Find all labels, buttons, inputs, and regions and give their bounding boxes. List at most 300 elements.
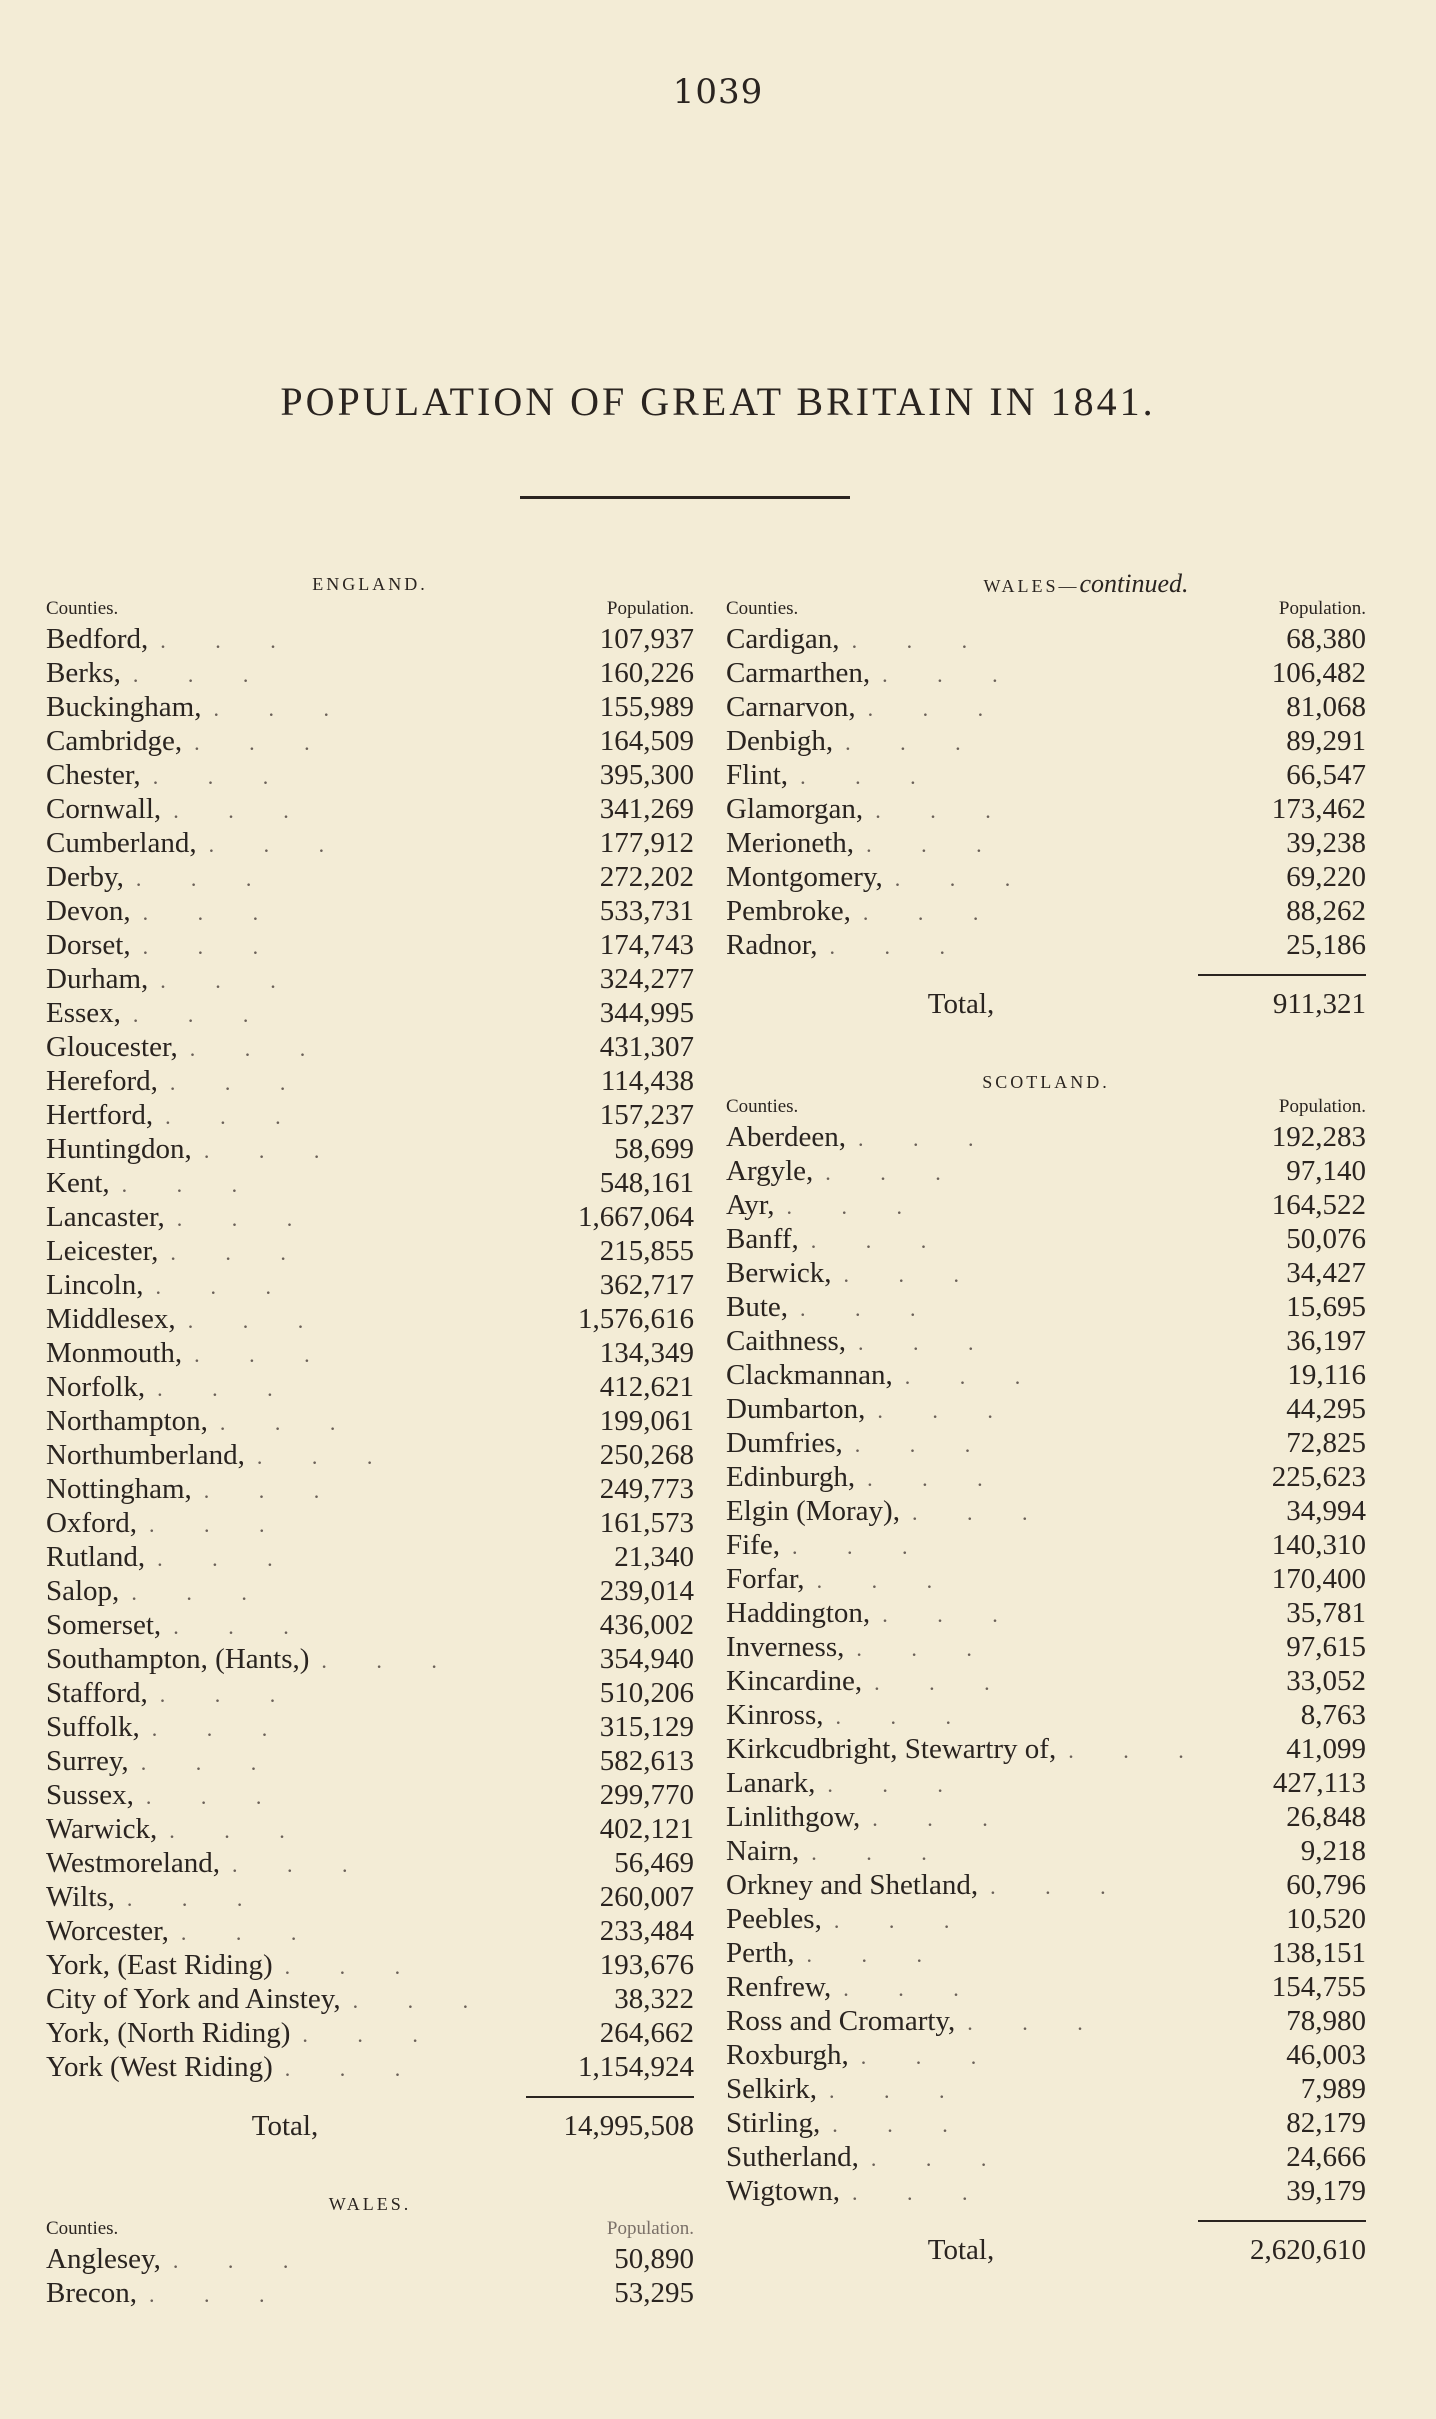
county-name: Somerset, [46,1609,162,1641]
dot-leader: . . . [904,1364,1043,1389]
dot-leader: . . . [256,1444,395,1469]
population-value: 324,277 [599,963,694,995]
dot-leader: . . . [145,1784,284,1809]
dot-leader: . . . [321,1648,459,1673]
wales-sum-rule [1198,974,1366,976]
population-value: 215,855 [599,1235,694,1267]
table-row [726,792,1366,826]
county-name: Northampton, [46,1405,208,1437]
table-row [726,758,1366,792]
table-row [46,1608,694,1642]
county-name: Argyle, [726,1155,814,1187]
county-name: Southampton, (Hants,) [46,1643,310,1675]
table-row [726,622,1366,656]
total-value: 2,620,610 [1250,2234,1366,2266]
population-value: 250,268 [599,1439,694,1471]
table-row [46,1574,694,1608]
population-value: 60,796 [1286,1869,1366,1901]
dot-leader: . . . [810,1228,949,1253]
population-value: 34,427 [1286,1257,1366,1289]
population-value: 68,380 [1286,623,1366,655]
dot-leader: . . . [894,866,1033,891]
population-value: 344,995 [599,997,694,1029]
scotland-total-row [726,2228,1366,2272]
county-name: Rutland, [46,1541,146,1573]
population-value: 1,154,924 [578,2051,694,2083]
table-row [46,1642,694,1676]
table-row [726,1596,1366,1630]
population-value: 25,186 [1286,929,1366,961]
county-name: Monmouth, [46,1337,183,1369]
population-header: Population. [606,598,694,619]
total-label: Total, [927,2234,995,2266]
county-name: Bedford, [46,623,149,655]
dot-leader: . . . [172,2248,311,2273]
county-name: Cambridge, [46,725,183,757]
county-name: York, (East Riding) [46,1949,273,1981]
dot-leader: . . . [843,1262,981,1287]
county-name: Nairn, [726,1835,800,1867]
total-label: Total, [927,988,995,1020]
dot-leader: . . . [875,798,1013,823]
table-row [46,1064,694,1098]
england-sum-rule [526,2096,694,2098]
population-header: Population. [606,2218,694,2239]
county-name: Glamorgan, [726,793,864,825]
county-name: Chester, [46,759,141,791]
dot-leader: . . . [176,1206,315,1231]
table-row [46,2016,694,2050]
county-name: Elgin (Moray), [726,1495,900,1527]
population-value: 58,699 [614,1133,694,1165]
dot-leader: . . . [845,730,983,755]
population-value: 164,509 [599,725,694,757]
county-name: Lancaster, [46,1201,165,1233]
dot-leader: . . . [155,1274,293,1299]
county-name: Carmarthen, [726,657,871,689]
population-value: 154,755 [1271,1971,1366,2003]
county-name: Merioneth, [726,827,855,859]
population-value: 412,621 [599,1371,694,1403]
population-value: 46,003 [1286,2039,1366,2071]
county-name: Stafford, [46,1677,148,1709]
county-name: Sussex, [46,1779,134,1811]
table-row [46,1472,694,1506]
county-name: Perth, [726,1937,795,1969]
table-row [726,1188,1366,1222]
county-name: York (West Riding) [46,2051,273,2083]
table-row [726,1528,1366,1562]
table-row [726,1732,1366,1766]
dot-leader: . . . [829,2078,967,2103]
county-name: Northumberland, [46,1439,245,1471]
table-row [726,826,1366,860]
dot-leader: . . . [816,1568,955,1593]
county-name: Peebles, [726,1903,822,1935]
dot-leader: . . . [851,628,990,653]
page-title: POPULATION OF GREAT BRITAIN IN 1841. [280,379,1156,424]
table-row [726,690,1366,724]
dot-leader: . . . [862,900,1001,925]
table-row [726,1256,1366,1290]
dot-leader: . . . [149,2282,287,2307]
population-value: 427,113 [1272,1767,1366,1799]
population-value: 239,014 [599,1575,694,1607]
population-value: 134,349 [599,1337,694,1369]
population-value: 26,848 [1286,1801,1366,1833]
county-name: Radnor, [726,929,818,961]
table-row [46,1506,694,1540]
population-value: 533,731 [599,895,694,927]
population-value: 174,743 [599,929,694,961]
county-name: Forfar, [726,1563,805,1595]
population-value: 161,573 [599,1507,694,1539]
england-total-row [46,2104,694,2148]
county-name: Devon, [46,895,131,927]
dot-leader: . . . [811,1840,949,1865]
population-value: 21,340 [614,1541,694,1573]
dot-leader: . . . [857,1126,996,1151]
county-name: Montgomery, [726,861,883,893]
wales-column-header [46,2216,694,2242]
county-name: Lanark, [726,1767,816,1799]
population-value: 35,781 [1286,1597,1366,1629]
county-name: Hereford, [46,1065,158,1097]
population-value: 56,469 [614,1847,694,1879]
table-row [46,1268,694,1302]
dot-leader: . . . [835,1704,973,1729]
table-row [46,656,694,690]
population-value: 395,300 [599,759,694,791]
dot-leader: . . . [866,832,1004,857]
dot-leader: . . . [832,2112,970,2137]
population-value: 107,937 [599,623,694,655]
continued-italic: continued. [1079,569,1189,598]
county-name: Ayr, [726,1189,775,1221]
dot-leader: . . . [169,1818,307,1843]
county-name: Anglesey, [46,2243,161,2275]
wales-continued-table [726,622,1366,962]
dot-leader: . . . [149,1512,287,1537]
table-row [46,1302,694,1336]
dot-leader: . . . [152,764,291,789]
county-name: Wilts, [46,1881,115,1913]
county-name: Warwick, [46,1813,158,1845]
table-row [726,1630,1366,1664]
population-value: 170,400 [1271,1563,1366,1595]
dot-leader: . . . [140,1750,279,1775]
county-name: Linlithgow, [726,1801,861,1833]
dot-leader: . . . [302,2022,440,2047]
population-value: 50,076 [1286,1223,1366,1255]
left-column [46,572,694,2310]
wales-continued-label: WALES— [983,576,1080,596]
population-value: 140,310 [1271,1529,1366,1561]
population-value: 160,226 [599,657,694,689]
table-row [726,1222,1366,1256]
dot-leader: . . . [856,1636,994,1661]
population-value: 362,717 [599,1269,694,1301]
wales-heading: WALES. [328,2194,412,2214]
county-name: Hertford, [46,1099,154,1131]
county-name: Berwick, [726,1257,832,1289]
population-value: 82,179 [1286,2107,1366,2139]
table-row [46,1778,694,1812]
table-row [46,690,694,724]
dot-leader: . . . [213,696,351,721]
counties-header: Counties. [46,2218,119,2239]
population-header: Population. [1278,1096,1366,1117]
dot-leader: . . . [194,730,332,755]
county-name: Kirkcudbright, Stewartry of, [726,1733,1057,1765]
dot-leader: . . . [203,1138,342,1163]
table-row [46,2242,694,2276]
county-name: Cardigan, [726,623,840,655]
dot-leader: . . . [867,696,1006,721]
county-name: Leicester, [46,1235,159,1267]
dot-leader: . . . [165,1104,303,1129]
table-row [46,894,694,928]
table-row [726,860,1366,894]
table-row [46,860,694,894]
population-value: 233,484 [599,1915,694,1947]
population-value: 81,068 [1286,691,1366,723]
dot-leader: . . . [872,1806,1010,1831]
dot-leader: . . . [142,900,281,925]
dot-leader: . . . [208,832,347,857]
county-name: Huntingdon, [46,1133,192,1165]
population-value: 173,462 [1271,793,1366,825]
dot-leader: . . . [854,1432,993,1457]
population-value: 8,763 [1300,1699,1366,1731]
table-row [46,996,694,1030]
dot-leader: . . . [189,1036,328,1061]
county-name: Kent, [46,1167,110,1199]
dot-leader: . . . [232,1852,370,1877]
county-name: Ross and Cromarty, [726,2005,956,2037]
table-row [46,724,694,758]
dot-leader: . . . [142,934,281,959]
population-value: 53,295 [614,2277,694,2309]
county-name: Roxburgh, [726,2039,849,2071]
population-value: 1,576,616 [578,1303,694,1335]
county-name: Carnarvon, [726,691,856,723]
table-row [726,1936,1366,1970]
county-name: Middlesex, [46,1303,176,1335]
table-row [46,1200,694,1234]
population-value: 548,161 [599,1167,694,1199]
population-value: 193,676 [599,1949,694,1981]
dot-leader: . . . [284,1954,423,1979]
table-row [726,2174,1366,2208]
dot-leader: . . . [160,968,298,993]
table-row [46,826,694,860]
table-row [726,724,1366,758]
county-name: Gloucester, [46,1031,178,1063]
england-column-header [46,596,694,622]
population-value: 249,773 [599,1473,694,1505]
table-row [46,1132,694,1166]
table-row [46,1846,694,1880]
county-name: Haddington, [726,1597,871,1629]
table-row [726,1664,1366,1698]
dot-leader: . . . [806,1942,944,1967]
population-value: 225,623 [1271,1461,1366,1493]
dot-leader: . . . [157,1376,295,1401]
population-value: 192,283 [1271,1121,1366,1153]
population-value: 9,218 [1300,1835,1366,1867]
table-row [726,894,1366,928]
table-row [726,1698,1366,1732]
county-name: Buckingham, [46,691,202,723]
population-value: 24,666 [1286,2141,1366,2173]
table-row [46,1744,694,1778]
table-row [726,1120,1366,1154]
population-value: 88,262 [1286,895,1366,927]
wales-continued-column-header [726,596,1366,622]
table-row [726,2106,1366,2140]
table-row [726,1494,1366,1528]
county-name: City of York and Ainstey, [46,1983,341,2015]
table-row [46,1438,694,1472]
dot-leader: . . . [833,1908,972,1933]
table-row [46,2276,694,2310]
population-value: 138,151 [1271,1937,1366,1969]
population-value: 260,007 [599,1881,694,1913]
dot-leader: . . . [121,1172,260,1197]
counties-header: Counties. [726,1096,799,1117]
county-name: Salop, [46,1575,120,1607]
population-value: 272,202 [599,861,694,893]
county-name: Suffolk, [46,1711,140,1743]
table-row [726,1970,1366,2004]
population-value: 106,482 [1271,657,1366,689]
table-row [726,1834,1366,1868]
dot-leader: . . . [169,1070,308,1095]
england-heading: ENGLAND. [312,574,428,594]
population-value: 41,099 [1286,1733,1366,1765]
county-name: Essex, [46,997,121,1029]
county-name: Flint, [726,759,789,791]
population-value: 89,291 [1286,725,1366,757]
county-name: Westmoreland, [46,1847,221,1879]
county-name: Denbigh, [726,725,834,757]
county-name: Inverness, [726,1631,845,1663]
table-row [46,1234,694,1268]
population-value: 1,667,064 [578,1201,694,1233]
county-name: Cumberland, [46,827,197,859]
county-name: Durham, [46,963,149,995]
table-row [726,1800,1366,1834]
dot-leader: . . . [786,1194,925,1219]
dot-leader: . . . [870,2146,1009,2171]
scotland-table [726,1120,1366,2208]
counties-header: Counties. [726,598,799,619]
county-name: Orkney and Shetland, [726,1869,979,1901]
county-name: York, (North Riding) [46,2017,291,2049]
county-name: Aberdeen, [726,1121,846,1153]
dot-leader: . . . [159,1682,298,1707]
dot-leader: . . . [825,1160,963,1185]
county-name: Kinross, [726,1699,824,1731]
wales-continued-heading [726,569,1366,598]
population-value: 155,989 [599,691,694,723]
page-number: 1039 [672,72,764,112]
dot-leader: . . . [132,662,271,687]
table-row [46,1880,694,1914]
population-value: 157,237 [599,1099,694,1131]
dot-leader: . . . [877,1398,1015,1423]
county-name: Clackmannan, [726,1359,893,1391]
population-value: 44,295 [1286,1393,1366,1425]
dot-leader: . . . [173,798,311,823]
county-name: Banff, [726,1223,799,1255]
dot-leader: . . . [829,934,967,959]
population-value: 354,940 [599,1643,694,1675]
county-name: Dumfries, [726,1427,843,1459]
county-name: Fife, [726,1529,780,1561]
table-row [46,962,694,996]
county-name: Sutherland, [726,2141,859,2173]
table-row [726,2038,1366,2072]
counties-header: Counties. [46,598,119,619]
population-header: Population. [1278,598,1366,619]
dot-leader: . . . [791,1534,930,1559]
population-value: 97,615 [1286,1631,1366,1663]
county-name: Pembroke, [726,895,851,927]
table-row [726,2140,1366,2174]
table-row [46,1676,694,1710]
table-row [726,656,1366,690]
table-row [46,1404,694,1438]
table-row [726,1766,1366,1800]
table-row [46,928,694,962]
county-name: Dorset, [46,929,131,961]
dot-leader: . . . [882,1602,1020,1627]
dot-leader: . . . [180,1920,319,1945]
dot-leader: . . . [187,1308,326,1333]
wales-table-start [46,2242,694,2310]
county-name: Stirling, [726,2107,821,2139]
county-name: Surrey, [46,1745,129,1777]
table-row [46,1914,694,1948]
population-value: 50,890 [614,2243,694,2275]
population-value: 78,980 [1286,2005,1366,2037]
population-value: 36,197 [1286,1325,1366,1357]
dot-leader: . . . [860,2044,999,2069]
population-value: 199,061 [599,1405,694,1437]
total-value: 911,321 [1272,988,1366,1020]
dot-leader: . . . [967,2010,1105,2035]
population-value: 315,129 [599,1711,694,1743]
table-row [46,1098,694,1132]
county-name: Derby, [46,861,124,893]
county-name: Nottingham, [46,1473,192,1505]
table-row [46,1336,694,1370]
table-row [46,622,694,656]
dot-leader: . . . [911,1500,1050,1525]
table-row [46,1540,694,1574]
table-row [46,792,694,826]
dot-leader: . . . [352,1988,491,2013]
table-row [726,1392,1366,1426]
scotland-heading: SCOTLAND. [982,1072,1110,1092]
wales-total-row [726,982,1366,1026]
table-row [726,1562,1366,1596]
table-row [46,1982,694,2016]
table-row [726,1324,1366,1358]
population-value: 97,140 [1286,1155,1366,1187]
